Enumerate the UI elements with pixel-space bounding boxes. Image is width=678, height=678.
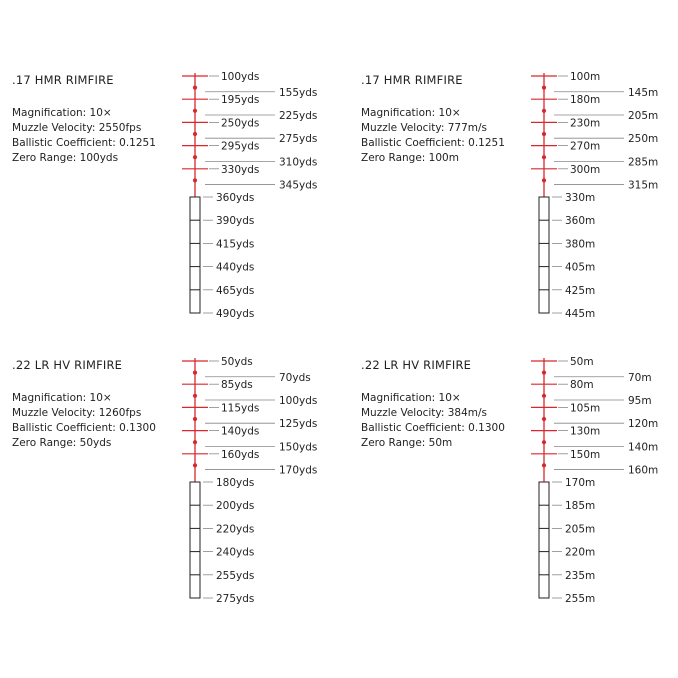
range-label: 115yds (221, 402, 260, 415)
range-label: 390yds (216, 215, 255, 228)
range-label: 140yds (221, 425, 260, 438)
spec-line: Ballistic Coefficient: 0.1251 (12, 137, 156, 149)
range-label: 205m (565, 523, 596, 536)
range-label: 230m (570, 117, 601, 130)
range-label: 445m (565, 308, 596, 320)
holdover-dot (542, 371, 546, 375)
range-label: 270m (570, 140, 601, 153)
range-label: 80m (570, 379, 594, 392)
range-label: 490yds (216, 308, 255, 320)
range-label: 315m (628, 179, 659, 192)
range-label: 195yds (221, 94, 260, 107)
range-label: 285m (628, 156, 659, 169)
spec-line: Magnification: 10× (12, 392, 112, 404)
range-label: 235m (565, 569, 596, 582)
range-label: 330yds (221, 163, 260, 176)
range-label: 50m (570, 356, 594, 368)
range-label: 205m (628, 109, 659, 122)
holdover-dot (193, 417, 197, 421)
holdover-dot (193, 394, 197, 398)
range-label: 310yds (279, 156, 318, 169)
range-label: 155yds (279, 86, 318, 99)
range-label: 170m (565, 477, 596, 489)
holdover-dot (193, 440, 197, 444)
holdover-dot (542, 440, 546, 444)
range-label: 250m (628, 133, 659, 146)
holdover-dot (542, 155, 546, 159)
range-label: 415yds (216, 238, 255, 251)
range-label: 360yds (216, 192, 255, 204)
range-label: 130m (570, 425, 601, 438)
holdover-dot (542, 394, 546, 398)
holdover-dot (193, 155, 197, 159)
spec-line: Ballistic Coefficient: 0.1300 (12, 422, 156, 434)
range-label: 170yds (279, 464, 318, 477)
reticle-diagram (0, 358, 339, 648)
range-label: 345yds (279, 179, 318, 192)
range-label: 100yds (221, 71, 260, 83)
range-label: 225yds (279, 109, 318, 122)
cartridge-title: .22 LR HV RIMFIRE (361, 358, 472, 372)
ballistic-panel (349, 73, 678, 363)
cartridge-title: .17 HMR RIMFIRE (361, 73, 463, 87)
range-label: 440yds (216, 261, 255, 274)
range-label: 180m (570, 94, 601, 107)
range-label: 255yds (216, 569, 255, 582)
ballistic-panel (0, 73, 339, 363)
range-label: 300m (570, 163, 601, 176)
reticle-diagram (349, 73, 678, 363)
range-label: 405m (565, 261, 596, 274)
holdover-dot (542, 132, 546, 136)
ballistic-panel (0, 358, 339, 648)
reticle-post (539, 197, 549, 313)
range-label: 330m (565, 192, 596, 204)
reticle-post (539, 482, 549, 598)
range-label: 100yds (279, 394, 318, 407)
range-label: 100m (570, 71, 601, 83)
holdover-dot (193, 178, 197, 182)
range-label: 70m (628, 371, 652, 384)
range-label: 105m (570, 402, 601, 415)
holdover-dot (193, 109, 197, 113)
range-label: 425m (565, 284, 596, 297)
cartridge-title: .17 HMR RIMFIRE (12, 73, 114, 87)
holdover-dot (193, 463, 197, 467)
range-label: 275yds (216, 593, 255, 605)
range-label: 255m (565, 593, 596, 605)
spec-line: Magnification: 10× (12, 107, 112, 119)
range-label: 50yds (221, 356, 253, 368)
range-label: 220yds (216, 523, 255, 536)
spec-line: Magnification: 10× (361, 392, 461, 404)
range-label: 150yds (279, 441, 318, 454)
reticle-diagram (349, 358, 678, 648)
holdover-dot (542, 109, 546, 113)
range-label: 150m (570, 448, 601, 461)
range-label: 185m (565, 500, 596, 513)
range-label: 250yds (221, 117, 260, 130)
reticle-post (190, 197, 200, 313)
spec-line: Muzzle Velocity: 2550fps (12, 122, 142, 134)
range-label: 120m (628, 418, 659, 431)
spec-line: Muzzle Velocity: 384m/s (361, 407, 488, 419)
cartridge-title: .22 LR HV RIMFIRE (12, 358, 123, 372)
reticle-post (190, 482, 200, 598)
range-label: 240yds (216, 546, 255, 559)
range-label: 360m (565, 215, 596, 228)
range-label: 70yds (279, 371, 311, 384)
range-label: 200yds (216, 500, 255, 513)
range-label: 85yds (221, 379, 253, 392)
spec-line: Zero Range: 100m (361, 152, 459, 164)
spec-line: Magnification: 10× (361, 107, 461, 119)
ballistic-panel (349, 358, 678, 648)
range-label: 95m (628, 394, 652, 407)
holdover-dot (542, 86, 546, 90)
range-label: 180yds (216, 477, 255, 489)
range-label: 145m (628, 86, 659, 99)
holdover-dot (193, 86, 197, 90)
range-label: 160m (628, 464, 659, 477)
spec-line: Muzzle Velocity: 777m/s (361, 122, 488, 134)
holdover-dot (542, 463, 546, 467)
spec-line: Ballistic Coefficient: 0.1251 (361, 137, 505, 149)
reticle-diagram (0, 73, 339, 363)
spec-line: Zero Range: 50yds (12, 437, 112, 449)
spec-line: Ballistic Coefficient: 0.1300 (361, 422, 505, 434)
spec-line: Zero Range: 50m (361, 437, 453, 449)
range-label: 275yds (279, 133, 318, 146)
range-label: 125yds (279, 418, 318, 431)
range-label: 160yds (221, 448, 260, 461)
range-label: 140m (628, 441, 659, 454)
holdover-dot (193, 132, 197, 136)
spec-line: Zero Range: 100yds (12, 152, 119, 164)
range-label: 380m (565, 238, 596, 251)
holdover-dot (193, 371, 197, 375)
spec-line: Muzzle Velocity: 1260fps (12, 407, 142, 419)
range-label: 465yds (216, 284, 255, 297)
holdover-dot (542, 178, 546, 182)
range-label: 295yds (221, 140, 260, 153)
range-label: 220m (565, 546, 596, 559)
holdover-dot (542, 417, 546, 421)
